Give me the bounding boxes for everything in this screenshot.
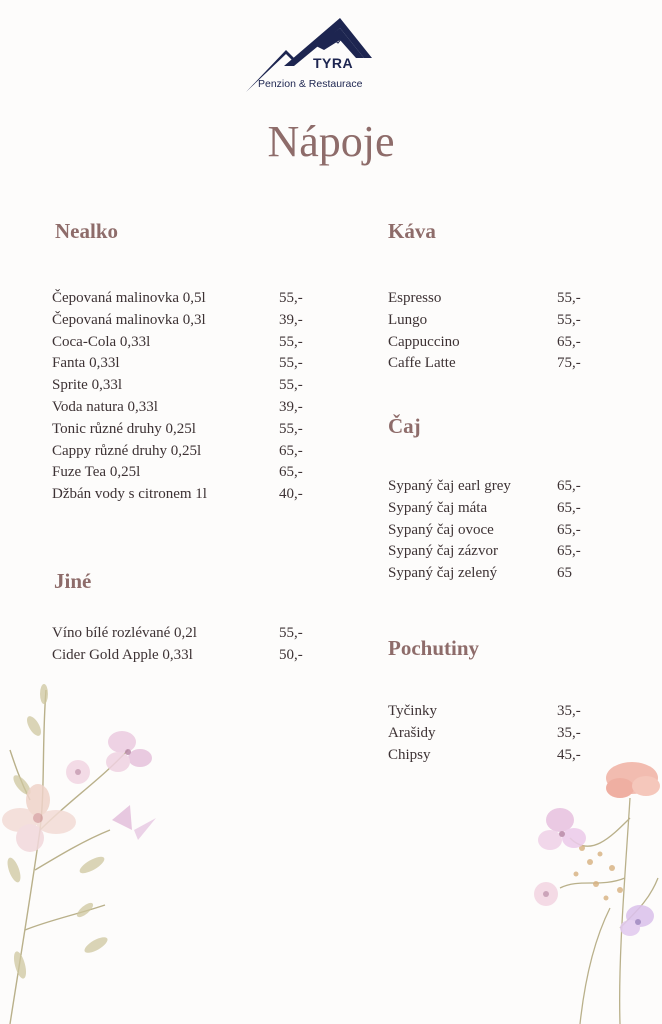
brand-logo: [244, 14, 376, 96]
item-name: Víno bílé rozlévané 0,2l: [52, 625, 197, 641]
menu-item: [388, 288, 588, 310]
menu-item: [52, 397, 312, 419]
item-name: Čepovaná malinovka 0,5l: [52, 290, 206, 306]
item-name: Cappy různé druhy 0,25l: [52, 442, 202, 459]
item-name: Arašidy: [388, 724, 436, 741]
item-name: Lungo: [388, 311, 428, 328]
item-price: 55,-: [557, 290, 581, 306]
menu-item: [388, 498, 588, 520]
menu-item: [388, 723, 588, 745]
menu-item: [52, 484, 312, 506]
menu-item: [52, 332, 312, 354]
menu-item: [52, 462, 312, 484]
section-heading-nealko: Nealko: [55, 219, 118, 243]
item-price: 45,-: [557, 746, 581, 763]
menu-item: [52, 645, 312, 667]
brand-name: TYRA: [313, 55, 354, 71]
item-price: 55,-: [279, 290, 303, 306]
item-price: 65,-: [279, 464, 303, 481]
item-price: 75,-: [557, 355, 581, 372]
section-heading-kava: Káva: [388, 219, 436, 243]
menu-item: [388, 563, 588, 585]
item-name: Cappuccino: [388, 333, 460, 350]
item-price: 35,-: [557, 724, 581, 741]
item-price: 39,-: [279, 311, 303, 328]
item-name: Coca-Cola 0,33l: [52, 333, 151, 350]
menu-item: [52, 353, 312, 375]
section-heading-pochutiny: Pochutiny: [388, 636, 480, 660]
item-name: Fuze Tea 0,25l: [52, 464, 141, 481]
item-name: Voda natura 0,33l: [52, 398, 158, 415]
item-name: Caffe Latte: [388, 355, 456, 372]
item-price: 65: [557, 565, 572, 582]
item-price: 35,-: [557, 703, 581, 719]
menu-item: [52, 441, 312, 463]
item-price: 55,-: [279, 377, 303, 394]
section-heading-jine: Jiné: [54, 569, 92, 593]
item-price: 55,-: [279, 355, 303, 372]
menu-item: [388, 541, 588, 563]
menu-item: [388, 310, 588, 332]
menu-list-kava: [388, 288, 588, 375]
menu-list-nealko: [52, 288, 312, 506]
item-price: 65,-: [557, 499, 581, 516]
item-name: Sypaný čaj zázvor: [388, 543, 498, 560]
item-name: Fanta 0,33l: [52, 355, 120, 372]
item-name: Sypaný čaj earl grey: [388, 478, 511, 494]
menu-item: [388, 520, 588, 542]
item-name: Sypaný čaj zelený: [388, 565, 498, 582]
menu-list-pochutiny: [388, 701, 588, 766]
floral-decoration-right-icon: [520, 758, 662, 1024]
item-price: 55,-: [279, 333, 303, 350]
floral-decoration-left-icon: [0, 680, 170, 1024]
menu-item: [52, 310, 312, 332]
menu-item: [52, 419, 312, 441]
menu-list-caj: [388, 476, 588, 585]
item-name: Sprite 0,33l: [52, 377, 122, 394]
item-name: Sypaný čaj ovoce: [388, 521, 494, 538]
item-price: 40,-: [279, 486, 303, 503]
menu-item: [52, 623, 312, 645]
item-price: 65,-: [557, 543, 581, 560]
page-title: Nápoje: [267, 117, 395, 166]
item-name: Tyčinky: [388, 703, 437, 719]
item-price: 65,-: [557, 521, 581, 538]
item-name: Tonic různé druhy 0,25l: [52, 420, 196, 437]
item-price: 50,-: [279, 646, 303, 663]
menu-item: [388, 701, 588, 723]
item-price: 65,-: [279, 442, 303, 459]
item-name: Sypaný čaj máta: [388, 499, 488, 516]
item-name: Chipsy: [388, 746, 431, 763]
item-price: 65,-: [557, 478, 581, 494]
menu-item: [388, 332, 588, 354]
menu-item: [388, 476, 588, 498]
menu-item: [388, 353, 588, 375]
item-price: 65,-: [557, 333, 581, 350]
item-name: Cider Gold Apple 0,33l: [52, 646, 193, 663]
menu-item: [52, 288, 312, 310]
item-name: Espresso: [388, 290, 442, 306]
item-name: Čepovaná malinovka 0,3l: [52, 311, 206, 328]
menu-item: [52, 375, 312, 397]
item-name: Džbán vody s citronem 1l: [52, 486, 207, 503]
section-heading-caj: Čaj: [388, 414, 421, 438]
item-price: 55,-: [557, 311, 581, 328]
item-price: 39,-: [279, 398, 303, 415]
item-price: 55,-: [279, 625, 303, 641]
menu-list-jine: [52, 623, 312, 667]
brand-subtitle: Penzion & Restaurace: [258, 78, 363, 90]
item-price: 55,-: [279, 420, 303, 437]
